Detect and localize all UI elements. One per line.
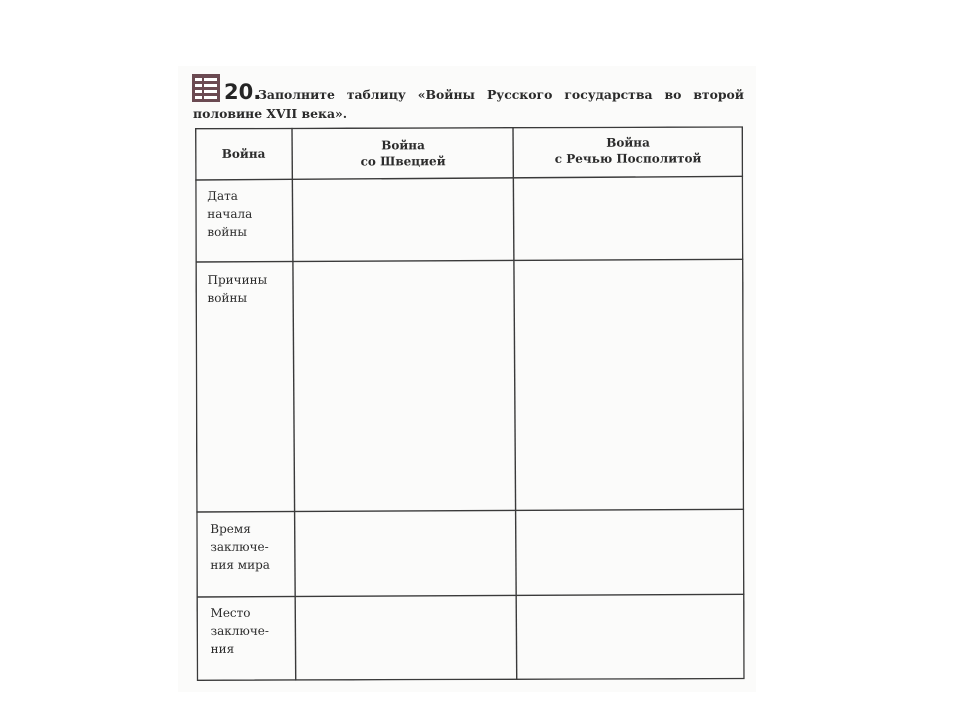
row-label-start-date: Дата начала войны [207,188,253,239]
header-sweden-war: Война со Швецией [360,138,446,169]
cell-causes-sweden[interactable] [294,262,514,512]
header-row-label: Война [221,146,266,161]
task-instruction-line2: половине XVII века». [193,106,348,121]
cell-start-date-sweden[interactable] [294,179,513,262]
row-label-peace-place: Место заключе- ния [210,605,269,656]
header-poland-war: Война с Речью Посполитой [554,135,702,166]
cell-start-date-poland[interactable] [515,177,742,260]
cell-peace-time-sweden[interactable] [296,512,514,597]
worksheet-table-icon [192,74,220,102]
wars-table [195,126,745,681]
cell-causes-poland[interactable] [515,260,743,510]
row-label-causes: Причины войны [207,272,268,305]
task-number: 20. [224,80,262,104]
cell-peace-place-sweden[interactable] [296,597,514,680]
cell-peace-time-poland[interactable] [517,510,743,595]
cell-peace-place-poland[interactable] [517,595,743,679]
task-instruction-line1: Заполните таблицу «Войны Русского государства во второй [258,87,744,102]
row-label-peace-time: Время заключе- ния мира [210,521,270,572]
